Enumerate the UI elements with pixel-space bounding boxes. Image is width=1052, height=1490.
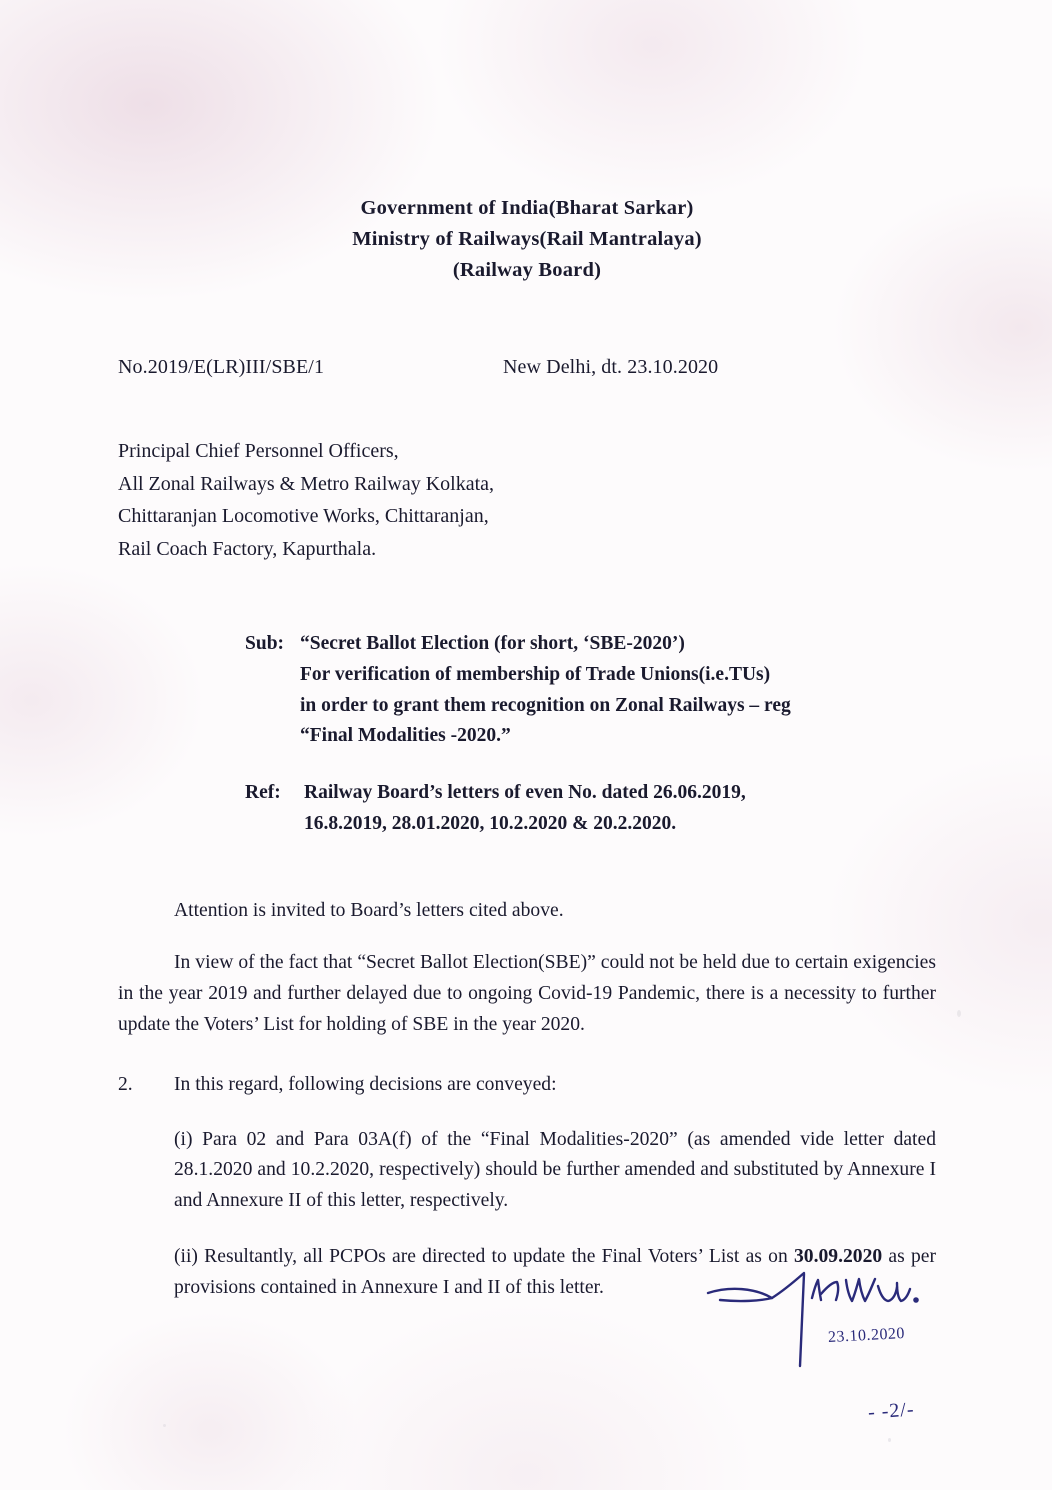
reference-citation-block (245, 778, 936, 840)
letter-body (118, 896, 936, 1304)
addressee-line-3: Chittaranjan Locomotive Works, Chittaranjan, (118, 505, 489, 528)
sub-item-ii-before: (ii) Resultantly, all PCPOs are directed to update the Final Voters’ List as on (174, 1246, 794, 1268)
reference-citation-line-2: 16.8.2019, 28.01.2020, 10.2.2020 & 20.2.2020. (304, 813, 677, 835)
letterhead-line-2: Ministry of Railways(Rail Mantralaya) (352, 228, 702, 251)
numbered-item-2 (118, 1070, 936, 1101)
letterhead (118, 0, 936, 286)
letterhead-line-3: (Railway Board) (452, 259, 602, 282)
addressee-block (118, 435, 936, 565)
numbered-item-2-text: In this regard, following decisions are conveyed: (174, 1074, 557, 1096)
sub-item-ii-after: as per provisions contained in Annexure I and II of this letter. (174, 1246, 937, 1298)
scan-speck (888, 1438, 891, 1442)
sub-item-ii (174, 1242, 936, 1303)
numbered-item-2-number: 2. (118, 1074, 133, 1096)
scan-speck (163, 1424, 166, 1427)
reference-citation-line-1: Railway Board’s letters of even No. dated 26.06.2019, (304, 782, 746, 804)
signature-date: 23.10.2020 (827, 1324, 906, 1347)
subject-line-4: “Final Modalities -2020.” (300, 725, 511, 747)
subject-label: Sub: (245, 633, 285, 655)
addressee-line-2: All Zonal Railways & Metro Railway Kolkata, (118, 472, 495, 495)
addressee-line-4: Rail Coach Factory, Kapurthala. (118, 537, 377, 560)
scan-speck (957, 1010, 961, 1017)
reference-label: Ref: (245, 782, 281, 804)
subject-line-3: in order to grant them recognition on Zonal Railways – reg (300, 694, 791, 716)
subject-block (245, 629, 936, 752)
reference-number: No.2019/E(LR)III/SBE/1 (118, 356, 325, 379)
body-paragraph-1: Attention is invited to Board’s letters cited above. (174, 899, 564, 921)
body-paragraph-2: In view of the fact that “Secret Ballot Election(SBE)” could not be held due to certain exigencies in the year 2019 and further delayed due to ongoing Covid-19 Pandemic, there is a necessity to further update the Voters’ List for holding of SBE in the year 2020. (118, 952, 936, 1035)
subject-line-2: For verification of membership of Trade Unions(i.e.TUs) (300, 663, 771, 685)
place-and-date: New Delhi, dt. 23.10.2020 (503, 356, 719, 379)
subject-line-1: “Secret Ballot Election (for short, ‘SBE-2020’) (300, 633, 685, 655)
sub-item-ii-date: 30.09.2020 (794, 1246, 883, 1268)
page-continuation-marker: - -2/- (867, 1398, 916, 1424)
addressee-line-1: Principal Chief Personnel Officers, (118, 440, 399, 463)
sub-item-i: (i) Para 02 and Para 03A(f) of the “Final Modalities-2020” (as amended vide letter dated 28.1.2020 and 10.2.2020, respectively) should be further amended and substituted by Annexure I and Annexure II of this letter, respectively. (174, 1128, 936, 1211)
letterhead-line-1: Government of India(Bharat Sarkar) (360, 197, 694, 219)
document-content (118, 0, 936, 1490)
reference-row (118, 356, 936, 379)
